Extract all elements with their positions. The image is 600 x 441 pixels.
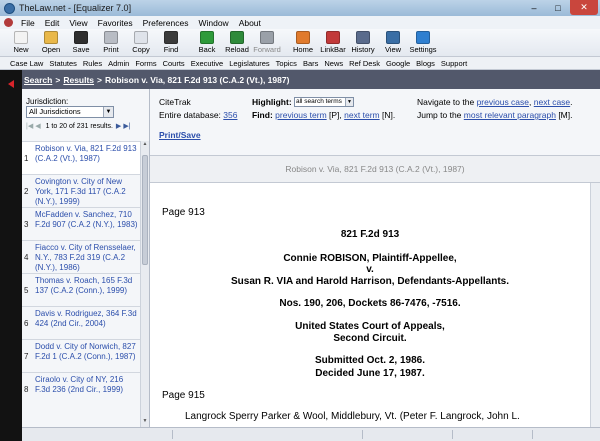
result-number: 6 <box>24 319 29 328</box>
toolbar-label: Copy <box>132 45 150 54</box>
result-number: 8 <box>24 385 29 394</box>
result-number: 4 <box>24 253 29 262</box>
jump-prefix: Jump to the <box>417 110 462 120</box>
navigate-cases <box>417 97 573 107</box>
previous-case-link[interactable]: previous case <box>476 97 530 107</box>
toolbar-label: LinkBar <box>320 45 346 54</box>
status-bar <box>22 427 600 441</box>
last-page-icon[interactable]: ▶| <box>123 123 131 130</box>
result-item[interactable] <box>22 240 140 273</box>
jump-to-paragraph <box>417 110 572 120</box>
toolbar-back-button[interactable] <box>192 29 222 54</box>
result-number: 3 <box>24 220 29 229</box>
jurisdiction-select[interactable] <box>26 106 114 118</box>
new-doc-icon <box>14 31 28 44</box>
scroll-down-icon[interactable]: ▼ <box>142 418 148 424</box>
relevant-paragraph-link[interactable]: most relevant paragraph <box>463 110 556 120</box>
nav-link-legislatures[interactable]: Legislatures <box>229 58 270 68</box>
linkbar-icon <box>326 31 340 44</box>
result-item[interactable] <box>22 306 140 339</box>
case-header: Robison v. Via, 821 F.2d 913 (C.A.2 (Vt.), 1987) <box>150 155 600 183</box>
status-divider <box>172 430 173 439</box>
page-marker: Page 913 <box>162 207 205 218</box>
toolbar-label: Open <box>41 45 61 54</box>
jurisdiction-label: Jurisdiction: <box>26 97 69 106</box>
period: . <box>570 97 573 107</box>
app-icon <box>4 3 15 14</box>
chevron-down-icon[interactable]: ▼ <box>345 98 353 106</box>
breadcrumb-search-link[interactable]: Search <box>24 74 53 85</box>
forward-arrow-icon <box>260 31 274 44</box>
result-number: 2 <box>24 187 29 196</box>
status-divider <box>452 430 453 439</box>
nav-link-statutes[interactable]: Statutes <box>49 58 77 68</box>
navigate-prefix: Navigate to the <box>417 97 475 107</box>
menu-edit[interactable]: Edit <box>44 17 60 28</box>
nav-link-news[interactable]: News <box>324 58 344 68</box>
counsel-line: Langrock Sperry Parker & Wool, Middlebury, Vt. (Peter F. Langrock, John L. <box>185 411 520 422</box>
submitted-line: Submitted Oct. 2, 1986. <box>314 355 426 366</box>
first-page-icon[interactable]: |◀ <box>26 123 34 130</box>
result-link[interactable]: McFadden v. Sanchez, 710 F.2d 907 (C.A.2 (N.Y.), 1983) <box>35 210 138 229</box>
left-strip <box>0 70 22 441</box>
toolbar-label: Find <box>163 45 179 54</box>
copy-icon <box>134 31 148 44</box>
results-list <box>22 141 140 405</box>
nav-link-executive[interactable]: Executive <box>190 58 224 68</box>
next-term-key: [N]. <box>381 110 396 120</box>
menu-preferences[interactable]: Preferences <box>142 17 189 28</box>
printer-icon <box>104 31 118 44</box>
nav-link-admin[interactable]: Admin <box>108 58 130 68</box>
highlight-label: Highlight: <box>252 97 292 107</box>
result-number: 5 <box>24 286 29 295</box>
result-item[interactable] <box>22 273 140 306</box>
history-icon <box>356 31 370 44</box>
breadcrumb-results-link[interactable]: Results <box>63 74 95 85</box>
menu-window[interactable]: Window <box>198 17 229 28</box>
status-divider <box>532 430 533 439</box>
menu-about[interactable]: About <box>238 17 261 28</box>
settings-globe-icon <box>416 31 430 44</box>
result-number: 7 <box>24 352 29 361</box>
result-link[interactable]: Robison v. Via, 821 F.2d 913 (C.A.2 (Vt.), 1987) <box>35 144 137 163</box>
chevron-down-icon[interactable]: ▼ <box>103 107 113 117</box>
highlight-value: all search terms <box>296 98 342 105</box>
result-item[interactable] <box>22 339 140 372</box>
print-save-link[interactable]: Print/Save <box>159 130 201 140</box>
case-document <box>150 183 590 427</box>
citetrak-panel <box>150 89 600 155</box>
result-link[interactable]: Davis v. Rodriguez, 364 F.3d 424 (2nd Cir., 2004) <box>35 309 137 328</box>
results-scrollbar[interactable] <box>140 141 149 427</box>
toolbar-settings-button[interactable] <box>408 29 438 54</box>
toolbar-label: Print <box>103 45 119 54</box>
result-link[interactable]: Covington v. City of New York, 171 F.3d 117 (C.A.2 (N.Y.), 1999) <box>35 177 126 206</box>
next-case-link[interactable]: next case <box>533 97 571 107</box>
collapse-arrow-icon[interactable] <box>8 80 14 88</box>
pager-text: 1 to 20 of 231 results. <box>45 122 113 130</box>
docket-line: Nos. 190, 206, Dockets 86-7476, -7516. <box>279 298 461 309</box>
minimize-button[interactable]: – <box>531 2 537 13</box>
circuit-line: Second Circuit. <box>333 333 407 344</box>
toolbar-label: Home <box>292 45 313 54</box>
results-pager <box>26 122 133 130</box>
home-icon <box>296 31 310 44</box>
system-menu-icon[interactable] <box>4 18 13 27</box>
citetrak-database <box>159 110 237 120</box>
plaintiff-line: Connie ROBISON, Plaintiff-Appellee, <box>283 253 457 264</box>
toolbar-label: History <box>351 45 375 54</box>
jurisdiction-value: All Jurisdictions <box>29 107 81 116</box>
toolbar-reload-button[interactable] <box>222 29 252 54</box>
result-link[interactable]: Dodd v. City of Norwich, 827 F.2d 1 (C.A.2 (Conn.), 1987) <box>35 342 136 361</box>
find-terms <box>252 110 395 120</box>
document-scrollbar[interactable] <box>590 183 600 427</box>
result-link[interactable]: Thomas v. Roach, 165 F.3d 137 (C.A.2 (Conn.), 1999) <box>35 276 133 295</box>
toolbar-label: Back <box>198 45 216 54</box>
status-divider <box>362 430 363 439</box>
result-item[interactable] <box>22 174 140 207</box>
result-item[interactable] <box>22 372 140 405</box>
court-line: United States Court of Appeals, <box>295 321 445 332</box>
toolbar-label: Save <box>72 45 90 54</box>
nav-bar <box>0 57 600 70</box>
toolbar-save-button[interactable] <box>66 29 96 54</box>
previous-term-key: [P], <box>329 110 342 120</box>
result-number: 1 <box>24 154 29 163</box>
nav-link-google[interactable]: Google <box>385 58 411 68</box>
menu-view[interactable]: View <box>69 17 88 28</box>
nav-link-support[interactable]: Support <box>440 58 468 68</box>
folder-icon <box>44 31 58 44</box>
menu-file[interactable]: File <box>21 17 35 28</box>
next-term-link[interactable]: next term <box>344 110 380 120</box>
database-label: Entire database: <box>159 110 221 120</box>
toolbar-new-button[interactable] <box>6 29 36 54</box>
result-link[interactable]: Fiacco v. City of Rensselaer, N.Y., 783 F.2d 319 (C.A.2 (N.Y.), 1986) <box>35 243 136 272</box>
breadcrumb-current: Robison v. Via, 821 F.2d 913 (C.A.2 (Vt.), 1987) <box>105 74 290 85</box>
toolbar-linkbar-button[interactable] <box>318 29 348 54</box>
toolbar-label: Settings <box>409 45 437 54</box>
toolbar <box>0 29 600 57</box>
reload-icon <box>230 31 244 44</box>
toolbar-print-button[interactable] <box>96 29 126 54</box>
citetrak-title: CiteTrak <box>159 97 191 107</box>
results-panel <box>22 89 150 427</box>
menu-favorites[interactable]: Favorites <box>97 17 133 28</box>
nav-link-blogs[interactable]: Blogs <box>416 58 435 68</box>
toolbar-history-button[interactable] <box>348 29 378 54</box>
result-item[interactable] <box>22 141 140 174</box>
nav-link-rules[interactable]: Rules <box>82 58 103 68</box>
breadcrumb <box>22 70 600 89</box>
toolbar-label: View <box>384 45 402 54</box>
toolbar-view-button[interactable] <box>378 29 408 54</box>
title-bar <box>0 0 600 16</box>
nav-link-bars[interactable]: Bars <box>302 58 319 68</box>
decided-line: Decided June 17, 1987. <box>315 368 425 379</box>
toolbar-forward-button[interactable] <box>252 29 282 54</box>
toolbar-find-button[interactable] <box>156 29 186 54</box>
previous-term-link[interactable]: previous term <box>275 110 327 120</box>
highlight-select[interactable] <box>294 97 354 107</box>
breadcrumb-separator: > <box>55 74 61 85</box>
toolbar-open-button[interactable] <box>36 29 66 54</box>
toolbar-label: New <box>13 45 29 54</box>
result-item[interactable] <box>22 207 140 240</box>
database-count-link[interactable]: 356 <box>223 110 238 120</box>
nav-link-forms[interactable]: Forms <box>135 58 157 68</box>
jump-key: [M]. <box>558 110 573 120</box>
versus-line: v. <box>366 264 374 275</box>
nav-link-courts[interactable]: Courts <box>162 58 185 68</box>
monitor-icon <box>386 31 400 44</box>
result-link[interactable]: Ciraolo v. City of NY, 216 F.3d 236 (2nd Cir., 1999) <box>35 375 124 394</box>
toolbar-home-button[interactable] <box>288 29 318 54</box>
back-arrow-icon <box>200 31 214 44</box>
floppy-icon <box>74 31 88 44</box>
page-marker: Page 915 <box>162 390 205 401</box>
comma-separator: , <box>529 97 532 107</box>
close-button[interactable]: ✕ <box>570 0 598 15</box>
nav-link-ref-desk[interactable]: Ref Desk <box>349 58 380 68</box>
case-citation: 821 F.2d 913 <box>340 229 400 240</box>
prev-page-icon[interactable]: ◀ <box>35 123 41 130</box>
toolbar-label: Reload <box>225 45 249 54</box>
nav-link-case-law[interactable]: Case Law <box>10 58 44 68</box>
find-label: Find: <box>252 110 273 120</box>
breadcrumb-separator: > <box>97 74 103 85</box>
maximize-button[interactable]: □ <box>555 2 561 13</box>
defendants-line: Susan R. VIA and Harold Harrison, Defendants-Appellants. <box>230 276 509 287</box>
menu-bar <box>0 16 600 29</box>
next-page-icon[interactable]: ▶ <box>115 123 122 130</box>
window-title: TheLaw.net - [Equalizer 7.0] <box>19 3 132 13</box>
binoculars-icon <box>164 31 178 44</box>
nav-link-topics[interactable]: Topics <box>275 58 297 68</box>
toolbar-copy-button[interactable] <box>126 29 156 54</box>
scrollbar-thumb[interactable] <box>142 155 148 265</box>
scroll-up-icon[interactable]: ▲ <box>142 141 148 147</box>
toolbar-label: Forward <box>253 45 281 54</box>
